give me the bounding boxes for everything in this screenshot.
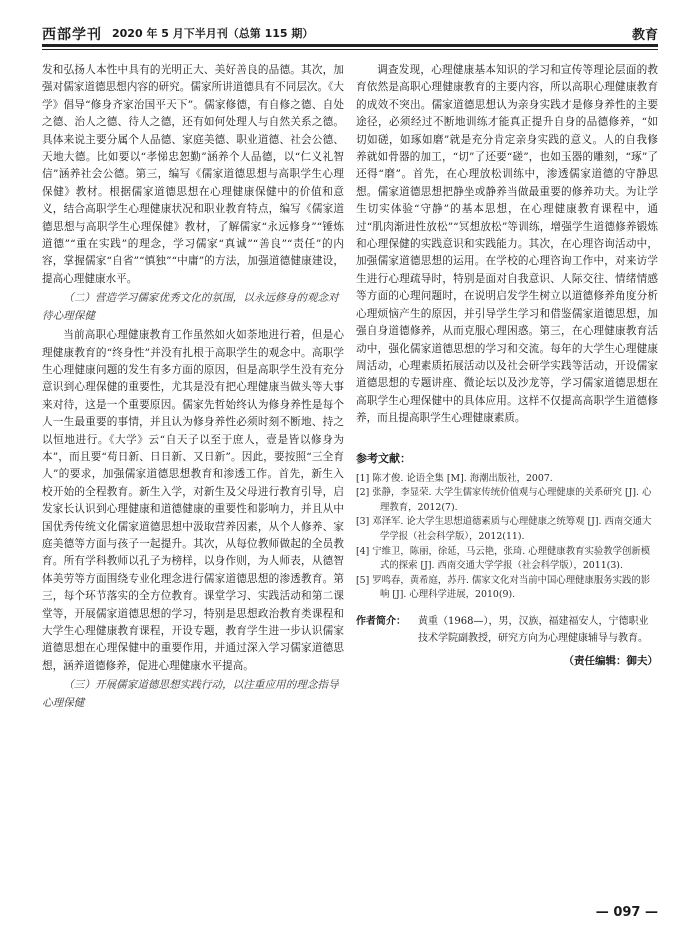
left-column bbox=[42, 62, 344, 714]
references-title: 参考文献： bbox=[356, 451, 411, 465]
reference-item: [5] 罗鸣春，黄希庭，苏丹. 儒家文化对当前中国心理健康服务实践的影响 [J]. 心理科学进展，2010(9). bbox=[356, 574, 651, 601]
right-column bbox=[356, 62, 658, 668]
author-label: 作者简介： bbox=[356, 615, 406, 627]
reference-list bbox=[356, 472, 658, 603]
paragraph: 发和弘扬人本性中具有的光明正大、美好善良的品德。其次，加强对儒家道德思想内容的研究。儒家所讲道德具有不同层次。《大学》倡导“修身齐家治国平天下”。儒家修德，有自修之德、自处之德、治人之德、待人之德，还有如何处理人与自然关系之德。具体来说主要分属个人品德、家庭美德、职业道德、社会公德、天地大德。比如要以“孝悌忠恕勤”涵养个人品德，以“仁义礼智信”涵养社会公德。第三，编写《儒家道德思想与高职学生心理保健》教材。根据儒家道德思想在心理健康保健中的价值和意义，结合高职学生心理健康状况和职业教育特点，编写《儒家道德思想与高职学生心理保健》教材，了解儒家“永远修身”“锤炼道德”“重在实践”的理念，学习儒家“真诚”“善良”“责任”的内容，掌握儒家“自省”“慎独”“中庸”的方法，加强道德健康建设，提高心理健康水平。 bbox=[42, 64, 344, 285]
paragraph: 当前高职心理健康教育工作虽然如火如荼地进行着，但是心理健康教育的“终身性”并没有扎根于高职学生的观念中。高职学生心理健康问题的发生有多方面的原因，但是高职学生没有充分意识到心理保健的重要性，尤其是没有把心理健康当做头等大事来对待，这是一个重要原因。儒家先哲始终认为修身养性是每个人一生最重要的事情，并且认为修身养性必须时刻不断地、持之以恒地进行。《大学》云“自天子以至于庶人，壹是皆以修身为本”，而且要“苟日新、日日新、又日新”。因此，要按照“三全育人”的要求，加强儒家道德思想教育和渗透工作。首先，新生入校开始的全程教育。新生入学，对新生及父母进行教育引导，启发家长认识到心理健康和道德健康的重要性和影响力，并且从中国优秀传统文化儒家道德思想中汲取营养因素，从个人修养、家庭美德等方面与孩子一起提升。其次，从每位教师做起的全员教育。所有学科教师以孔子为榜样，以身作则，为人师表，从德智体美劳等方面围绕专业化理念进行儒家道德思想的渗透教育。第三，每个环节落实的全方位教育。课堂学习、实践活动和第二课堂等，开展儒家道德思想的学习，特别是思想政治教育类课程和大学生心理健康教育课程，开设专题，教育学生进一步认识儒家道德思想在心理保健中的重要作用，并通过深入学习儒家道德思想，涵养道德修养，促进心理健康水平提高。 bbox=[42, 329, 344, 672]
subheading: （三）开展儒家道德思想实践行动，以注重应用的理念指导心理保健 bbox=[42, 679, 339, 709]
subheading: （二）营造学习儒家优秀文化的氛围，以永远修身的观念对待心理保健 bbox=[42, 292, 339, 322]
paragraph: 调查发现，心理健康基本知识的学习和宣传等理论层面的教育依然是高职心理健康教育的主要内容，所以高职心理健康教育的成效不突出。儒家道德思想认为亲身实践才是修身养性的主要途径，必须经过不断地训练才能真正提升自身的品德修养，“如切如磋，如琢如磨”就是充分肯定亲身实践的意义。人的自我修养就如骨器的加工，“切”了还要“磋”，也如玉器的雕刻，“琢”了还得“磨”。首先，在心理放松训练中，渗透儒家道德的守静思想。儒家道德思想把静坐或静养当做最重要的修养功夫。为让学生切实体验“守静”的基本思想，在心理健康教育课程中，通过“肌肉渐进性放松”“冥想放松”等训练，增强学生道德修养锻炼和心理保健的实践意识和实践能力。其次，在心理咨询活动中，加强儒家道德思想的运用。在学校的心理咨询工作中，对来访学生进行心理疏导时，特别是面对自我意识、人际交往、情绪情感等方面的心理问题时，在说明启发学生树立以道德修养角度分析心理烦恼产生的原因，并引导学生学习和借鉴儒家道德思想，加强自身道德修养，从而克服心理困惑。第三，在心理健康教育活动中，强化儒家道德思想的学习和交流。每年的大学生心理健康周活动，心理素质拓展活动以及社会研学实践等活动，开设儒家道德思想的专题讲座、微论坛以及沙龙等，学习儒家道德思想在高职学生心理保健中的具体应用。这样不仅提高高职学生道德修养，而且提高职学生心理健康素质。 bbox=[356, 64, 658, 425]
section-label: 教育 bbox=[631, 28, 658, 43]
reference-item: [1] 陈才俊. 论语全集 [M]. 海潮出版社，2007. bbox=[356, 472, 553, 484]
reference-item: [2] 张静，李显荣. 大学生儒家传统价值观与心理健康的关系研究 [J]. 心理教育，2012(7). bbox=[356, 487, 652, 513]
page-header bbox=[42, 22, 658, 50]
issue-info: 2020 年 5 月下半月刊（总第 115 期） bbox=[112, 27, 314, 40]
page-number: — 097 — bbox=[595, 905, 658, 920]
author-text: 黄重（1968—），男，汉族，福建福安人，宁德职业技术学院副教授，研究方向为心理健康辅导与教育。 bbox=[418, 615, 649, 644]
responsible-editor: （责任编辑：御夫） bbox=[563, 654, 658, 667]
header-rule-thick bbox=[42, 44, 658, 47]
journal-logo: 西部学刊 bbox=[42, 27, 102, 43]
author-bio bbox=[356, 613, 658, 647]
reference-item: [4] 宁维卫，陈丽，徐延，马云艳，张琦. 心理健康教育实验教学创新模式的探索 [J]. 西南交通大学学报（社会科学版），2011(3). bbox=[356, 545, 651, 572]
reference-item: [3] 邓泽军. 论大学生思想道德素质与心理健康之统筹观 [J]. 西南交通大学学报（社会科学版），2012(11). bbox=[356, 516, 652, 542]
header-rule-thin bbox=[42, 49, 658, 50]
